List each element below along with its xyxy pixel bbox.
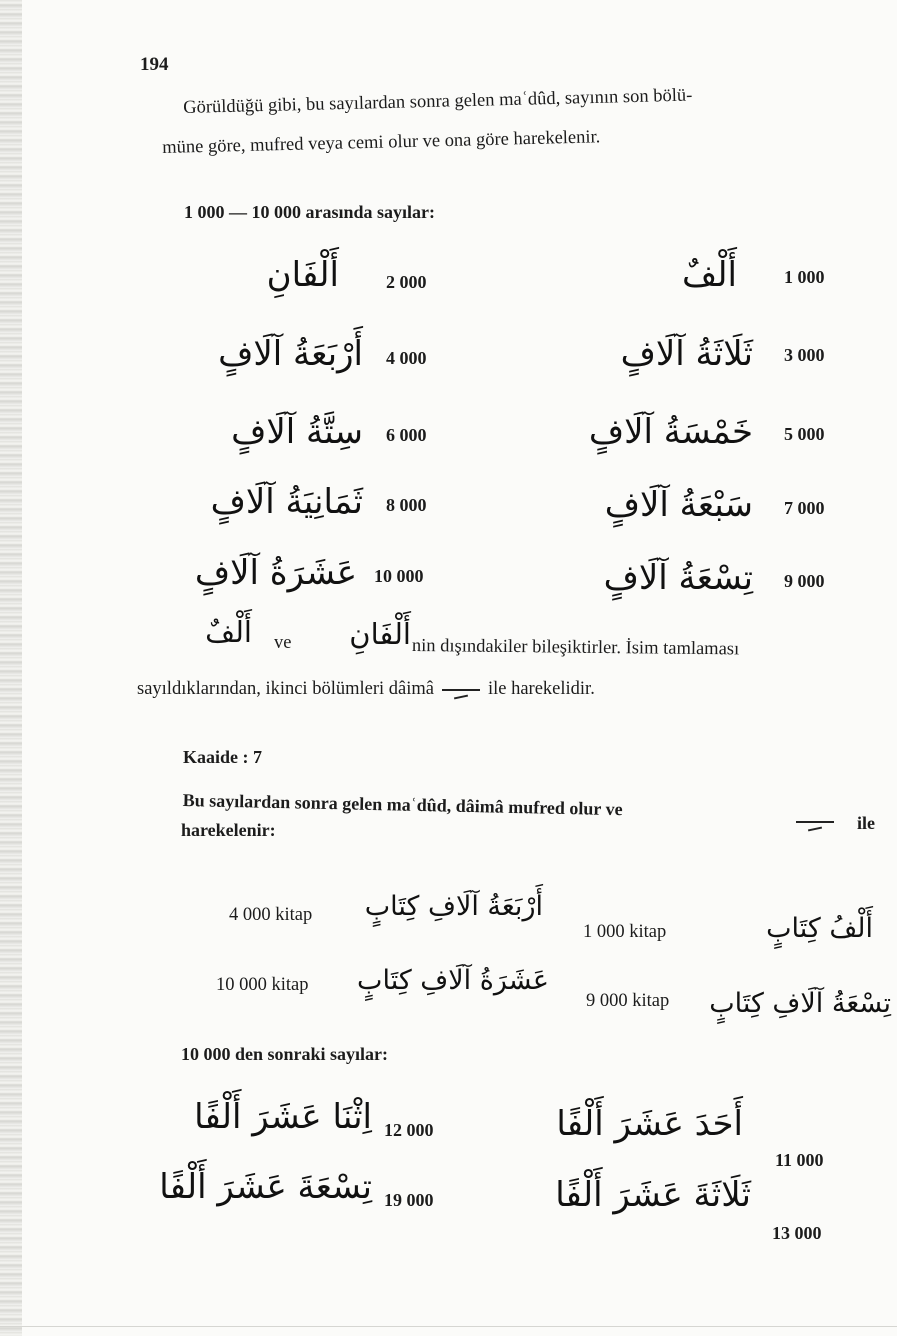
intro-line-2: müne göre, mufred veya cemi olur ve ona göre harekelenir. — [162, 127, 601, 158]
example-label-1000: 1 000 kitap — [583, 922, 667, 942]
intro-line-1: Görüldüğü gibi, bu sayılardan sonra gelen maʿdûd, sayının son bölü- — [183, 85, 693, 118]
arabic-3000: ثَلَاثَةُ آلَافٍ — [620, 334, 753, 374]
arabic-12000: اِثْنَا عَشَرَ أَلْفًا — [194, 1097, 372, 1137]
compound-note-line-2-end: ile harekelidir. — [487, 679, 595, 699]
example-arabic-9000: تِسْعَةُ آلَافِ كِتَابٍ — [709, 988, 891, 1019]
number-4000: 4 000 — [386, 348, 427, 368]
arabic-4000: أَرْبَعَةُ آلَافٍ — [218, 334, 363, 374]
example-arabic-1000: أَلْفُ كِتَابٍ — [766, 913, 873, 944]
compound-ve: ve — [274, 633, 292, 653]
number-7000: 7 000 — [784, 498, 825, 518]
rule-line-1-end: ile — [857, 813, 875, 833]
number-13000: 13 000 — [772, 1223, 822, 1243]
compound-note-line-2-start: sayıldıklarından, ikinci bölümleri dâimâ — [137, 679, 434, 699]
example-label-10000: 10 000 kitap — [216, 975, 309, 995]
number-19000: 19 000 — [384, 1190, 434, 1210]
section-heading: 1 000 — 10 000 arasında sayılar: — [184, 202, 436, 222]
number-11000: 11 000 — [775, 1150, 824, 1170]
arabic-10000: عَشَرَةُ آلَافٍ — [194, 553, 357, 593]
number-9000: 9 000 — [784, 571, 825, 591]
arabic-5000: خَمْسَةُ آلَافٍ — [588, 412, 753, 452]
number-6000: 6 000 — [386, 425, 427, 445]
rule-line-2: harekelenir: — [181, 820, 276, 840]
number-10000: 10 000 — [374, 566, 424, 586]
arabic-9000: تِسْعَةُ آلَافٍ — [603, 558, 753, 598]
book-spine-shadow — [0, 0, 22, 1336]
page-bottom-edge — [0, 1326, 897, 1327]
arabic-7000: سَبْعَةُ آلَافٍ — [604, 485, 753, 525]
number-3000: 3 000 — [784, 345, 825, 365]
arabic-2000: أَلْفَانِ — [266, 255, 339, 295]
after-heading: 10 000 den sonraki sayılar: — [181, 1044, 389, 1064]
compound-word-alfun: أَلْفٌ — [205, 615, 252, 649]
example-arabic-10000: عَشَرَةُ آلَافِ كِتَابٍ — [357, 965, 549, 996]
rule-title: Kaaide : 7 — [183, 747, 262, 767]
number-2000: 2 000 — [386, 272, 427, 292]
number-1000: 1 000 — [784, 267, 825, 287]
compound-word-alfani: أَلْفَانِ — [349, 617, 411, 651]
compound-note-line-2 — [137, 679, 595, 700]
example-arabic-4000: أَرْبَعَةُ آلَافِ كِتَابٍ — [364, 891, 543, 922]
rule-kasra-mark — [796, 813, 834, 831]
kasra-mark — [796, 821, 834, 823]
number-8000: 8 000 — [386, 495, 427, 515]
page-number: 194 — [140, 54, 169, 75]
example-label-9000: 9 000 kitap — [586, 991, 670, 1011]
arabic-8000: ثَمَانِيَةُ آلَافٍ — [210, 482, 363, 522]
arabic-6000: سِتَّةُ آلَافٍ — [231, 412, 363, 452]
arabic-11000: أَحَدَ عَشَرَ أَلْفًا — [556, 1104, 743, 1144]
number-5000: 5 000 — [784, 424, 825, 444]
number-12000: 12 000 — [384, 1120, 434, 1140]
arabic-19000: تِسْعَةَ عَشَرَ أَلْفًا — [159, 1167, 372, 1207]
rule-line-1: Bu sayılardan sonra gelen maʿdûd, dâimâ mufred olur ve — [182, 790, 623, 820]
example-label-4000: 4 000 kitap — [229, 905, 313, 925]
fatha-mark — [442, 689, 480, 691]
compound-note-line-1: nin dışındakiler bileşiktirler. İsim tamlaması — [411, 636, 740, 660]
arabic-13000: ثَلَاثَةَ عَشَرَ أَلْفًا — [555, 1175, 751, 1215]
arabic-1000: أَلْفٌ — [681, 255, 737, 295]
